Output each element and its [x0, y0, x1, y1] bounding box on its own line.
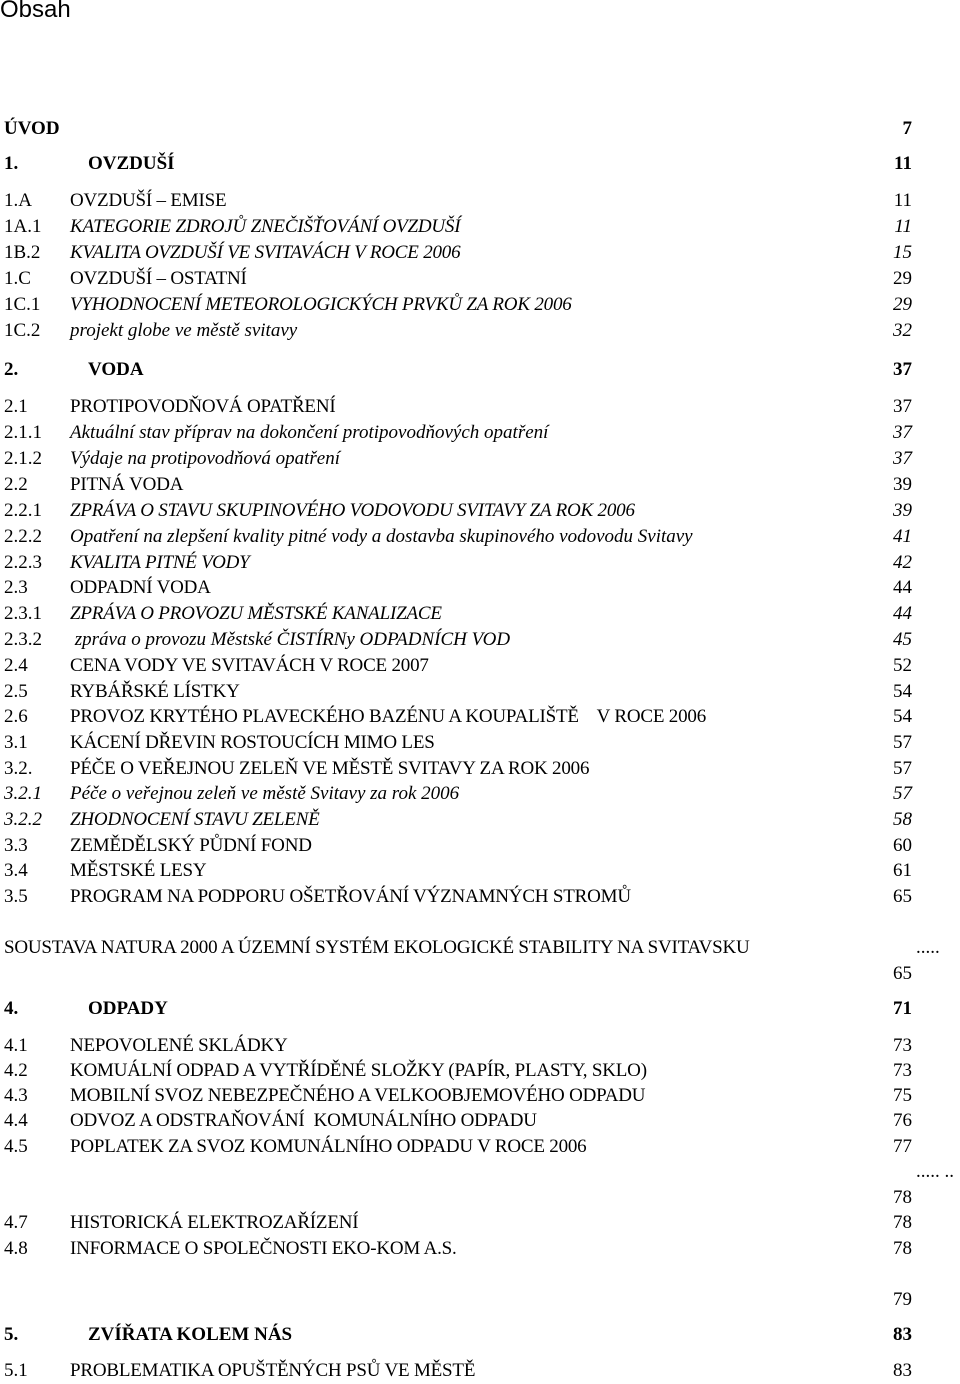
entry-number: 2.2.3	[4, 552, 42, 573]
entry-number: 3.2.1	[4, 783, 42, 804]
toc-entry[interactable]	[4, 679, 912, 705]
entry-page-number: 78	[893, 1212, 912, 1233]
entry-title: VYHODNOCENÍ METEOROLOGICKÝCH PRVKŮ ZA ROK 2006	[70, 294, 572, 315]
entry-page-number: 83	[893, 1360, 912, 1381]
entry-page-number: 44	[893, 577, 912, 598]
entry-page-number: 78	[893, 1238, 912, 1259]
entry-number: 5.	[4, 1324, 19, 1345]
entry-title: Opatření na zlepšení kvality pitné vody a dostavba skupinového vodovodu Svitavy	[70, 526, 693, 547]
entry-title: Výdaje na protipovodňová opatření	[70, 448, 340, 469]
entry-page-number: 58	[893, 809, 912, 830]
entry-title: KÁCENÍ DŘEVIN ROSTOUCÍCH MIMO LES	[70, 732, 435, 753]
entry-title: KVALITA PITNÉ VODY	[70, 552, 250, 573]
toc-entry[interactable]	[4, 420, 912, 446]
entry-title: PÉČE O VEŘEJNOU ZELEŇ VE MĚSTĚ SVITAVY ZA ROK 2006	[70, 758, 590, 779]
entry-page-number: 78	[893, 1187, 912, 1208]
toc-entry[interactable]	[4, 1210, 912, 1236]
entry-number: 1B.2	[4, 242, 41, 263]
entry-page-number: 39	[893, 500, 912, 521]
entry-title: PITNÁ VODA	[70, 474, 184, 495]
entry-title-line2: SOUSTAVA NATURA 2000 A ÚZEMNÍ SYSTÉM EKOLOGICKÉ STABILITY NA SVITAVSKU	[4, 937, 750, 958]
toc-entry[interactable]	[4, 446, 912, 472]
toc-entry[interactable]	[4, 704, 912, 730]
entry-number: 4.1	[4, 1035, 28, 1056]
entry-page-number: 57	[893, 783, 912, 804]
entry-title: KVALITA OVZDUŠÍ VE SVITAVÁCH V ROCE 2006	[70, 242, 461, 263]
toc-entry[interactable]	[4, 1358, 912, 1384]
entry-number: 4.	[4, 998, 19, 1019]
entry-title: zpráva o provozu Městské ČISTÍRNy ODPADNÍCH VOD	[70, 629, 511, 650]
entry-page-number: 45	[893, 629, 912, 650]
entry-page-number: 60	[893, 835, 912, 856]
entry-title: VODA	[88, 359, 144, 380]
entry-page-number: 7	[902, 118, 912, 139]
toc-entry[interactable]	[4, 116, 912, 142]
toc-entry[interactable]	[4, 1322, 912, 1348]
entry-page-number: 54	[893, 681, 912, 702]
entry-title: RYBÁŘSKÉ LÍSTKY	[70, 681, 240, 702]
entry-title: PROVOZ KRYTÉHO PLAVECKÉHO BAZÉNU A KOUPALIŠTĚ V ROCE 2006	[70, 706, 706, 727]
toc-entry[interactable]	[4, 524, 912, 550]
entry-number: 3.4	[4, 860, 28, 881]
entry-number: 2.3	[4, 577, 28, 598]
entry-number: 2.4	[4, 655, 28, 676]
toc-entry[interactable]	[4, 151, 912, 177]
entry-page-number: 52	[893, 655, 912, 676]
toc-entry[interactable]	[4, 653, 912, 679]
toc-entry[interactable]	[4, 550, 912, 576]
entry-page-number: 29	[893, 294, 912, 315]
dot-leader: ..... ..	[916, 1161, 954, 1182]
toc-entry[interactable]	[4, 601, 912, 627]
entry-number: 1.A	[4, 190, 32, 211]
toc-entry[interactable]	[4, 240, 912, 266]
entry-number: 2.5	[4, 681, 28, 702]
entry-page-number: 44	[893, 603, 912, 624]
entry-page-number: 73	[893, 1035, 912, 1056]
entry-number: 2.1.1	[4, 422, 42, 443]
entry-title: KATEGORIE ZDROJŮ ZNEČIŠŤOVÁNÍ OVZDUŠÍ	[70, 216, 461, 237]
entry-page-number: 42	[893, 552, 912, 573]
entry-page-number: 37	[893, 422, 912, 443]
toc-entry-continuation	[4, 935, 912, 961]
toc-entry[interactable]	[4, 472, 912, 498]
entry-page-number: 29	[893, 268, 912, 289]
entry-page-number: 57	[893, 758, 912, 779]
toc-entry[interactable]	[4, 627, 912, 653]
entry-number: 4.2	[4, 1060, 28, 1081]
entry-page-number: 39	[893, 474, 912, 495]
toc-entry[interactable]	[4, 996, 912, 1022]
toc-entry[interactable]	[4, 1033, 912, 1059]
entry-page-number: 11	[894, 153, 912, 174]
entry-number: 2.1.2	[4, 448, 42, 469]
page-title: Obsah	[0, 0, 71, 23]
toc-entry[interactable]	[4, 1083, 912, 1109]
entry-page-number: 11	[893, 190, 912, 211]
entry-page-number: 77	[893, 1136, 912, 1157]
toc-entry[interactable]	[4, 781, 912, 807]
entry-title: ZVÍŘATA KOLEM NÁS	[88, 1324, 293, 1345]
entry-title: HISTORICKÁ ELEKTROZAŘÍZENÍ	[70, 1212, 359, 1233]
toc-entry[interactable]	[4, 807, 912, 833]
toc-entry[interactable]	[4, 730, 912, 756]
entry-number: 1C.2	[4, 320, 41, 341]
entry-number: 2.1	[4, 396, 28, 417]
entry-page-number: 71	[893, 998, 912, 1019]
entry-page-number: 41	[893, 526, 912, 547]
entry-number: 1A.1	[4, 216, 42, 237]
entry-title: OVZDUŠÍ – OSTATNÍ	[70, 268, 247, 289]
dot-leader: .....	[916, 937, 940, 958]
toc-entry[interactable]	[4, 188, 912, 214]
entry-number: 4.5	[4, 1136, 28, 1157]
toc-entry[interactable]	[4, 394, 912, 420]
entry-page-number: 32	[893, 320, 912, 341]
entry-number: 2.2.1	[4, 500, 42, 521]
entry-title: ZEMĚDĚLSKÝ PŮDNÍ FOND	[70, 835, 312, 856]
entry-page-number: 37	[893, 448, 912, 469]
toc-entry[interactable]	[4, 318, 912, 344]
entry-number: 4.8	[4, 1238, 28, 1259]
toc-entry[interactable]	[4, 858, 912, 884]
entry-number: 2.3.1	[4, 603, 42, 624]
entry-title: PROTIPOVODŇOVÁ OPATŘENÍ	[70, 396, 336, 417]
toc-entry[interactable]	[4, 1236, 912, 1262]
toc-entry[interactable]	[4, 884, 912, 910]
entry-title: MĚSTSKÉ LESY	[70, 860, 207, 881]
entry-page-number: 76	[893, 1110, 912, 1131]
toc-entry[interactable]	[4, 357, 912, 383]
toc-entry[interactable]	[4, 833, 912, 859]
entry-title: NEPOVOLENÉ SKLÁDKY	[70, 1035, 288, 1056]
entry-title: ZPRÁVA O STAVU SKUPINOVÉHO VODOVODU SVITAVY ZA ROK 2006	[70, 500, 635, 521]
toc-entry[interactable]	[4, 292, 912, 318]
entry-number: 2.6	[4, 706, 28, 727]
entry-number: 1.C	[4, 268, 31, 289]
entry-page-number: 73	[893, 1060, 912, 1081]
entry-number: 3.2.	[4, 758, 33, 779]
entry-page-number: 11	[894, 216, 912, 237]
entry-title: OVZDUŠÍ – EMISE	[70, 190, 227, 211]
entry-title: Aktuální stav příprav na dokončení protipovodňových opatření	[70, 422, 549, 443]
entry-number: 4.7	[4, 1212, 28, 1233]
entry-page-number: 83	[893, 1324, 912, 1345]
entry-page-number: 79	[893, 1289, 912, 1310]
entry-page-number: 75	[893, 1085, 912, 1106]
entry-number: 1.	[4, 153, 19, 174]
toc-entry[interactable]	[4, 214, 912, 240]
entry-page-number: 37	[893, 396, 912, 417]
entry-page-number: 54	[893, 706, 912, 727]
entry-number: 2.2	[4, 474, 28, 495]
entry-number: 3.2.2	[4, 809, 42, 830]
entry-number: 2.	[4, 359, 19, 380]
toc-entry[interactable]	[4, 1134, 912, 1160]
toc-entry[interactable]	[4, 575, 912, 601]
entry-number: 4.4	[4, 1110, 28, 1131]
entry-title: ZPRÁVA O PROVOZU MĚSTSKÉ KANALIZACE	[70, 603, 442, 624]
entry-title: CENA VODY VE SVITAVÁCH V ROCE 2007	[70, 655, 429, 676]
toc-entry[interactable]	[4, 498, 912, 524]
entry-page-number: 61	[893, 860, 912, 881]
entry-number: ÚVOD	[4, 118, 60, 139]
entry-number: 3.1	[4, 732, 28, 753]
toc-entry[interactable]	[4, 756, 912, 782]
entry-title: INFORMACE O SPOLEČNOSTI EKO-KOM A.S.	[70, 1238, 457, 1259]
entry-title: KOMUÁLNÍ ODPAD A VYTŘÍDĚNÉ SLOŽKY (PAPÍR, PLASTY, SKLO)	[70, 1060, 647, 1081]
entry-title: MOBILNÍ SVOZ NEBEZPEČNÉHO A VELKOOBJEMOVÉHO ODPADU	[70, 1085, 646, 1106]
entry-title: projekt globe ve městě svitavy	[70, 320, 298, 341]
entry-title: ODPADNÍ VODA	[70, 577, 211, 598]
entry-title: POPLATEK ZA SVOZ KOMUNÁLNÍHO ODPADU V ROCE 2006	[70, 1136, 587, 1157]
entry-number: 3.3	[4, 835, 28, 856]
toc-entry[interactable]	[4, 266, 912, 292]
entry-number: 4.3	[4, 1085, 28, 1106]
entry-title: OVZDUŠÍ	[88, 153, 175, 174]
entry-number: 2.3.2	[4, 629, 42, 650]
toc-entry[interactable]	[4, 1058, 912, 1084]
entry-title: ODVOZ A ODSTRAŇOVÁNÍ KOMUNÁLNÍHO ODPADU	[70, 1110, 537, 1131]
entry-number: 3.5	[4, 886, 28, 907]
entry-title: PROBLEMATIKA OPUŠTĚNÝCH PSŮ VE MĚSTĚ	[70, 1360, 476, 1381]
entry-title: PROGRAM NA PODPORU OŠETŘOVÁNÍ VÝZNAMNÝCH STROMŮ	[70, 886, 631, 907]
entry-title: Péče o veřejnou zeleň ve městě Svitavy za rok 2006	[70, 783, 460, 804]
entry-page-number: 65	[893, 963, 912, 984]
entry-page-number: 57	[893, 732, 912, 753]
entry-page-number: 65	[893, 886, 912, 907]
entry-number: 2.2.2	[4, 526, 42, 547]
entry-number: 5.1	[4, 1360, 28, 1381]
toc-entry[interactable]	[4, 1108, 912, 1134]
entry-number: 1C.1	[4, 294, 41, 315]
entry-page-number: 15	[893, 242, 912, 263]
entry-title: ODPADY	[88, 998, 168, 1019]
entry-title: ZHODNOCENÍ STAVU ZELENĚ	[70, 809, 320, 830]
entry-page-number: 37	[893, 359, 912, 380]
